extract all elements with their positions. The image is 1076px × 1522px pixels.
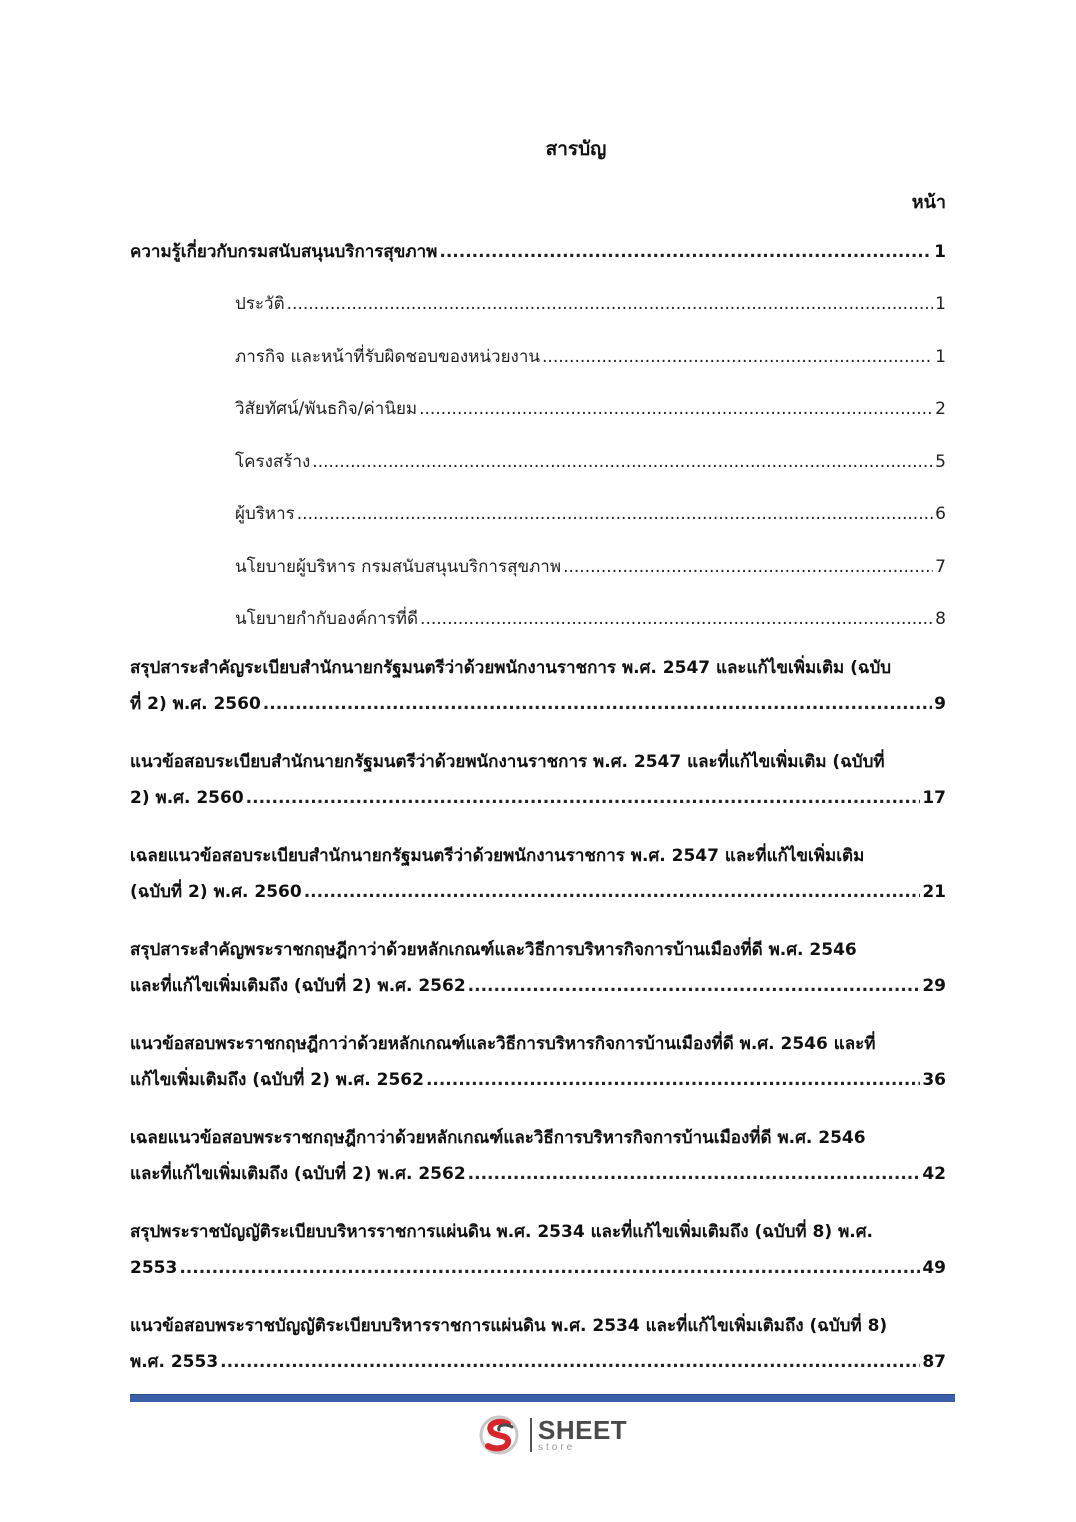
dot-leader: [420, 602, 933, 636]
toc-entry-page: 49: [922, 1258, 946, 1278]
toc-subentry-page: 1: [935, 294, 946, 314]
toc-subentry[interactable]: [130, 340, 946, 374]
toc-subentry-text: ภารกิจ และหน้าที่รับผิดชอบของหน่วยงาน: [235, 346, 541, 367]
toc-subentry[interactable]: [130, 497, 946, 531]
table-of-contents: [130, 235, 946, 1402]
dot-leader: [297, 497, 933, 531]
toc-entry-page: 1: [934, 242, 946, 262]
toc-entry[interactable]: [130, 1214, 946, 1286]
dot-leader: [439, 235, 932, 269]
dot-leader: [263, 686, 932, 722]
toc-entry-line2: 2) พ.ศ. 2560: [130, 788, 244, 808]
dot-leader: [312, 445, 933, 479]
dot-leader: [542, 340, 933, 374]
toc-subentry-page: 6: [935, 504, 946, 524]
toc-entry[interactable]: [130, 744, 946, 816]
toc-subentry-text: นโยบายกำกับองค์การที่ดี: [235, 609, 419, 629]
toc-subentry-page: 5: [935, 451, 946, 472]
dot-leader: [287, 287, 934, 321]
toc-entry-line1: แนวข้อสอบระเบียบสำนักนายกรัฐมนตรีว่าด้วยพนักงานราชการ พ.ศ. 2547 และที่แก้ไขเพิ่มเติม (ฉบับที่: [130, 752, 885, 772]
toc-entry[interactable]: [130, 1308, 946, 1380]
toc-entry[interactable]: [130, 838, 946, 910]
sheet-store-logo-icon: [478, 1414, 524, 1456]
toc-title: สารบัญ: [545, 138, 607, 160]
toc-entry-line2: ที่ 2) พ.ศ. 2560: [130, 694, 261, 714]
toc-entry-line1: แนวข้อสอบพระราชกฤษฎีกาว่าด้วยหลักเกณฑ์และวิธีการบริหารกิจการบ้านเมืองที่ดี พ.ศ. 2546 และที่: [130, 1034, 876, 1054]
toc-subentry-text: โครงสร้าง: [235, 451, 311, 472]
toc-entry-line1: แนวข้อสอบพระราชบัญญัติระเบียบบริหารราชการแผ่นดิน พ.ศ. 2534 และที่แก้ไขเพิ่มเติมถึง (ฉบับที่ 8): [130, 1316, 888, 1336]
dot-leader: [220, 1344, 920, 1380]
toc-entry-text: ความรู้เกี่ยวกับกรมสนับสนุนบริการสุขภาพ: [130, 242, 438, 262]
dot-leader: [563, 550, 933, 584]
toc-entry-page: 9: [934, 694, 946, 714]
toc-entry-section-heading[interactable]: [130, 235, 946, 269]
toc-entry-line1: เฉลยแนวข้อสอบระเบียบสำนักนายกรัฐมนตรีว่าด้วยพนักงานราชการ พ.ศ. 2547 และที่แก้ไขเพิ่มเติม: [130, 846, 865, 866]
toc-subentry-page: 7: [935, 556, 946, 577]
toc-subentry-text: ผู้บริหาร: [235, 504, 295, 524]
toc-entry-line1: สรุปสาระสำคัญพระราชกฤษฎีกาว่าด้วยหลักเกณฑ์และวิธีการบริหารกิจการบ้านเมืองที่ดี พ.ศ. 2546: [130, 940, 857, 960]
toc-entry-line2: และที่แก้ไขเพิ่มเติมถึง (ฉบับที่ 2) พ.ศ. 2562: [130, 1164, 466, 1184]
logo-subtitle: store: [538, 1442, 576, 1453]
logo-separator: [530, 1418, 532, 1452]
toc-entry[interactable]: [130, 932, 946, 1004]
toc-entry-line1: สรุปพระราชบัญญัติระเบียบบริหารราชการแผ่นดิน พ.ศ. 2534 และที่แก้ไขเพิ่มเติมถึง (ฉบับที่ 8) พ.ศ.: [130, 1222, 873, 1242]
toc-subentry-text: นโยบายผู้บริหาร กรมสนับสนุนบริการสุขภาพ: [235, 556, 562, 577]
toc-entry[interactable]: [130, 650, 946, 722]
toc-entry-page: 87: [922, 1352, 946, 1372]
logo-wordmark: SHEET: [538, 1415, 628, 1445]
dot-leader: [246, 780, 921, 816]
footer-rule: [130, 1394, 955, 1402]
dot-leader: [179, 1250, 920, 1286]
toc-subentry[interactable]: [130, 287, 946, 321]
toc-entry-line2: แก้ไขเพิ่มเติมถึง (ฉบับที่ 2) พ.ศ. 2562: [130, 1070, 424, 1090]
toc-entry-page: 42: [922, 1164, 946, 1184]
toc-entry-line2: พ.ศ. 2553: [130, 1352, 219, 1372]
dot-leader: [468, 968, 921, 1004]
toc-entry-line2: (ฉบับที่ 2) พ.ศ. 2560: [130, 882, 302, 902]
toc-entry-page: 21: [922, 882, 946, 902]
sheet-store-logo: [478, 1414, 627, 1456]
dot-leader: [304, 874, 921, 910]
toc-subentry[interactable]: [130, 445, 946, 479]
toc-entry-page: 36: [922, 1070, 946, 1090]
dot-leader: [468, 1156, 921, 1192]
page-column-header: หน้า: [911, 192, 946, 213]
toc-subentry-page: 1: [935, 346, 946, 367]
toc-subentry-page: 8: [935, 609, 946, 629]
toc-subentry-page: 2: [935, 399, 946, 419]
toc-subentry-text: วิสัยทัศน์/พันธกิจ/ค่านิยม: [235, 399, 418, 419]
dot-leader: [426, 1062, 920, 1098]
toc-entry-line1: เฉลยแนวข้อสอบพระราชกฤษฎีกาว่าด้วยหลักเกณฑ์และวิธีการบริหารกิจการบ้านเมืองที่ดี พ.ศ. 2546: [130, 1128, 866, 1148]
toc-entry-line1: สรุปสาระสำคัญระเบียบสำนักนายกรัฐมนตรีว่าด้วยพนักงานราชการ พ.ศ. 2547 และแก้ไขเพิ่มเติม (ฉบับ: [130, 658, 892, 678]
toc-entry-line2: และที่แก้ไขเพิ่มเติมถึง (ฉบับที่ 2) พ.ศ. 2562: [130, 976, 466, 996]
toc-entry[interactable]: [130, 1026, 946, 1098]
toc-subentry[interactable]: [130, 392, 946, 426]
toc-entry-page: 29: [922, 976, 946, 996]
toc-entry-page: 17: [922, 788, 946, 808]
toc-entry[interactable]: [130, 1120, 946, 1192]
toc-entry-line2: 2553: [130, 1258, 178, 1278]
dot-leader: [419, 392, 933, 426]
toc-subentry-text: ประวัติ: [235, 294, 285, 314]
toc-subentry[interactable]: [130, 602, 946, 636]
toc-subentry[interactable]: [130, 550, 946, 584]
